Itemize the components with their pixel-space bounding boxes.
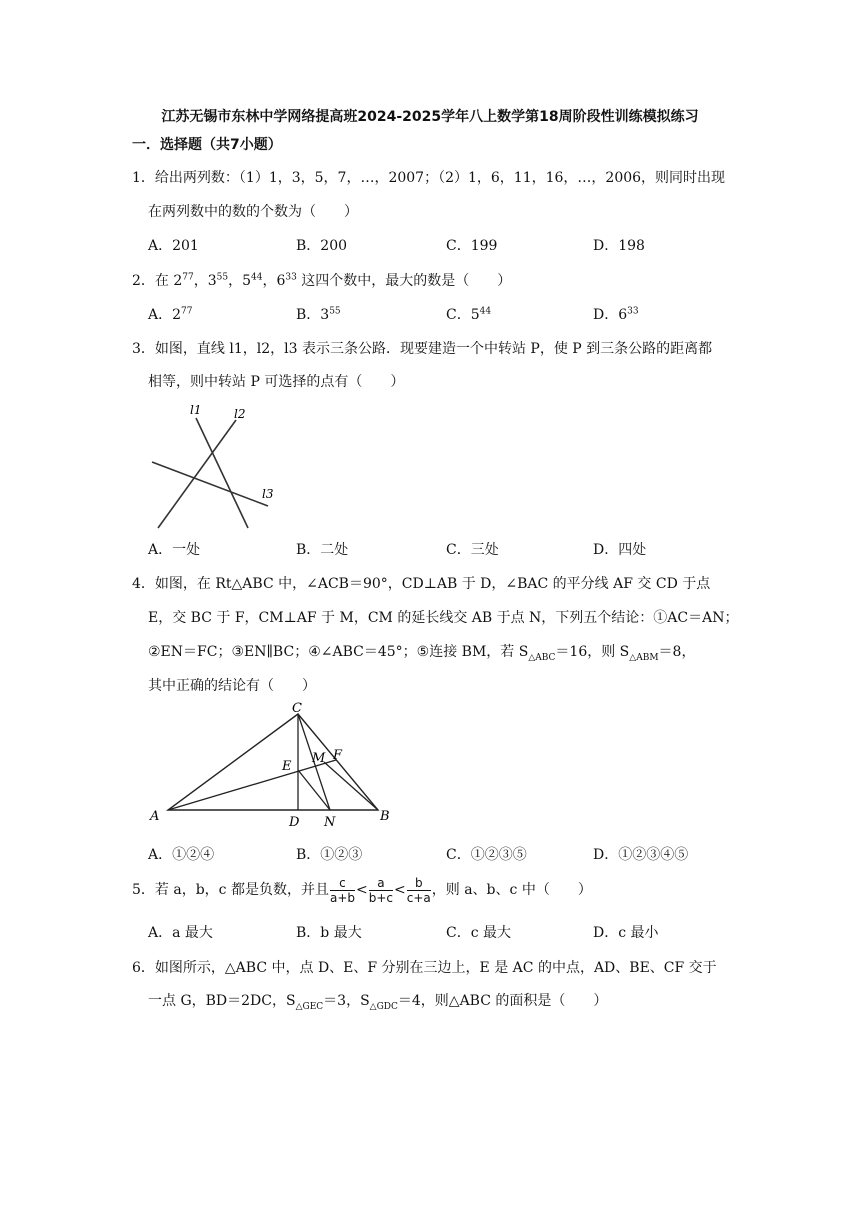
q1-line1: 1．给出两列数：（1）1，3，5，7，…，2007；（2）1，6，11，16，…，2006，则同时出现: [132, 170, 726, 186]
q3-option-c[interactable]: C．三处: [446, 542, 499, 558]
q6-line2: 一点 G，BD＝2DC，$S_{\triangle GEC}=3$，$S_{\triangle GDC}=4$，则△ABC 的面积是（ ）: [148, 993, 608, 1012]
label-l2: l2: [234, 407, 246, 421]
line-l1: [196, 418, 248, 528]
fraction-b-over-c-plus-a: $\frac{b}{c+a}$: [406, 875, 431, 905]
q3-option-d[interactable]: D．四处: [593, 542, 647, 558]
q3-line2: 相等，则中转站 P 可选择的点有（ ）: [148, 374, 405, 390]
label-c: C: [292, 701, 302, 716]
label-l3: l3: [262, 487, 274, 501]
q3-line1: 3．如图，直线 l1，l2，l3 表示三条公路．现要建造一个中转站 P，使 P 到三条公路的距离都: [132, 341, 713, 357]
q2-option-a[interactable]: A．$2^{77}$: [148, 306, 193, 323]
q3-option-b[interactable]: B．二处: [296, 542, 349, 558]
q1-option-a[interactable]: A．201: [148, 238, 199, 254]
q4-line3: ②EN＝FC；③EN∥BC；④∠ABC＝45°；⑤连接 BM，若 $S_{\triangle ABC}=16$，则 $S_{\triangle ABM}=8$，: [148, 644, 696, 663]
section-heading: 一．选择题（共7小题）: [132, 137, 282, 153]
q5-option-a[interactable]: A．a 最大: [148, 925, 213, 941]
line-l3: [152, 462, 268, 506]
q1-option-c[interactable]: C．199: [446, 238, 498, 254]
q6-line1: 6．如图所示，△ABC 中，点 D、E、F 分别在三边上，E 是 AC 的中点，AD、BE、CF 交于: [132, 960, 717, 976]
q3-option-a[interactable]: A．一处: [148, 542, 201, 558]
q2-stem: 2．在 $2^{77}$，$3^{55}$，$5^{44}$，$6^{33}$ 这四个数中，最大的数是（ ）: [132, 272, 512, 289]
q4-option-a[interactable]: A．①②④: [148, 847, 215, 863]
q4-option-c[interactable]: C．①②③⑤: [446, 847, 527, 863]
fraction-a-over-b-plus-c: $\frac{a}{b+c}$: [368, 875, 394, 905]
q5-option-c[interactable]: C．c 最大: [446, 925, 512, 941]
q2-option-c[interactable]: C．$5^{44}$: [446, 306, 492, 323]
q4-option-d[interactable]: D．①②③④⑤: [593, 847, 689, 863]
q4-option-b[interactable]: B．①②③: [296, 847, 363, 863]
q4-line4: 其中正确的结论有（ ）: [148, 678, 316, 694]
label-b: B: [380, 809, 390, 824]
line-l2: [158, 420, 236, 528]
label-e: E: [282, 759, 292, 774]
q5-stem: 5．若 a，b，c 都是负数，并且 $\frac{c}{a+b}$ < $\frac{a}{b+c}$ < $\frac{b}{c+a}$ ，则 a、b、c 中（ ）: [132, 875, 592, 905]
q4-line1: 4．如图，在 Rt△ABC 中，∠ACB＝90°，CD⊥AB 于 D，∠BAC 的平分线 AF 交 CD 于点: [132, 576, 711, 592]
label-d: D: [289, 815, 300, 830]
q5-option-d[interactable]: D．c 最小: [593, 925, 659, 941]
q4-figure-triangle: [140, 700, 400, 830]
q1-option-d[interactable]: D．198: [593, 238, 645, 254]
q3-figure-three-roads: [148, 398, 278, 533]
label-n: N: [324, 815, 336, 830]
q5-option-b[interactable]: B．b 最大: [296, 925, 362, 941]
fraction-c-over-a-plus-b: $\frac{c}{a+b}$: [329, 875, 355, 905]
label-a: A: [150, 809, 160, 824]
label-m: M: [312, 751, 326, 766]
q1-option-b[interactable]: B．200: [296, 238, 348, 254]
q2-option-d[interactable]: D．$6^{33}$: [593, 306, 639, 323]
q2-option-b[interactable]: B．$3^{55}$: [296, 306, 341, 323]
label-l1: l1: [190, 403, 202, 417]
q1-line2: 在两列数中的数的个数为（ ）: [148, 204, 358, 220]
page-title: 江苏无锡市东林中学网络提高班2024-2025学年八上数学第18周阶段性训练模拟练习: [161, 109, 699, 125]
label-f: F: [333, 748, 343, 763]
q4-line2: E，交 BC 于 F，CM⊥AF 于 M，CM 的延长线交 AB 于点 N，下列五个结论：①AC＝AN；: [148, 610, 739, 626]
